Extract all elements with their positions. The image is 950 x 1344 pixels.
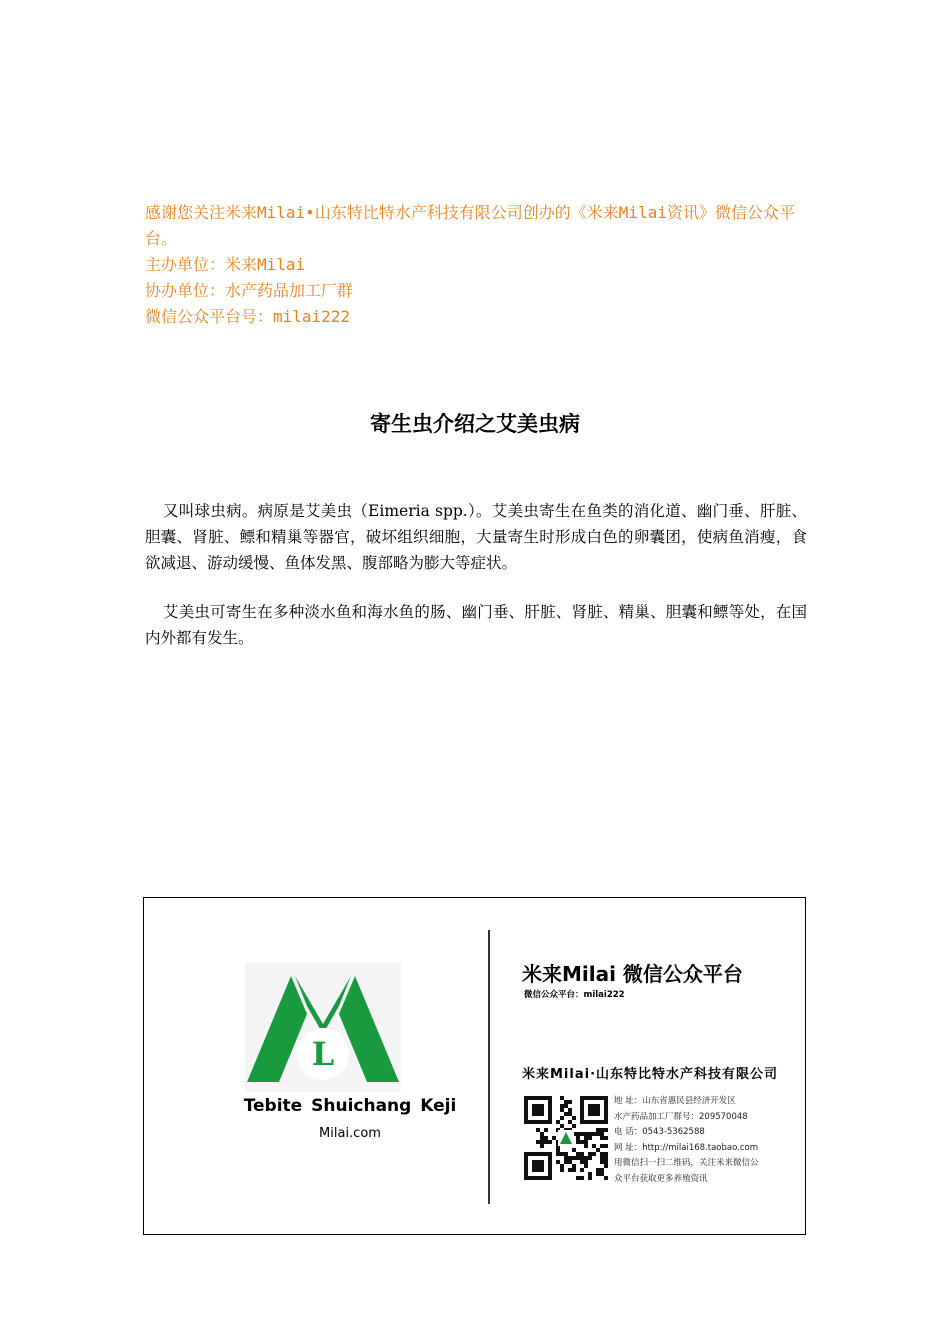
article-title: 寄生虫介绍之艾美虫病 [370,412,580,436]
business-card [143,897,806,1235]
article-paragraph-1: 又叫球虫病。病原是艾美虫（Eimeria spp.）。艾美虫寄生在鱼类的消化道、幽门垂、肝脏、胆囊、肾脏、鳔和精巢等器官，破坏组织细胞，大量寄生时形成白色的卵囊团，使病鱼消瘦，食欲减退、游动缓慢、鱼体发黑、腹部略为膨大等症状。 [145,502,807,572]
logo-website: Milai.com [319,1126,381,1141]
logo-company-name: Tebite Shuichang Keji [243,1096,457,1116]
card-divider [488,930,490,1204]
card-address: 地 址：山东省惠民县经济开发区 [614,1096,736,1106]
intro-cohost: 协办单位：水产药品加工厂群 [145,281,354,300]
card-company: 米来Milai·山东特比特水产科技有限公司 [522,1067,779,1082]
qr-code-icon [524,1096,608,1180]
logo-mountain-icon [245,962,401,1092]
intro-thanks: 感谢您关注米来Milai•山东特比特水产科技有限公司创办的《米来Milai资讯》微信公众平台。 [145,203,795,248]
card-subtitle: 微信公众平台：milai222 [524,990,625,1000]
card-phone: 电 话：0543-5362588 [614,1127,705,1137]
intro-host: 主办单位：米来Milai [145,255,306,274]
intro-account: 微信公众平台号：milai222 [145,307,351,326]
company-logo [245,962,401,1092]
card-title: 米来Milai 微信公众平台 [522,962,743,986]
logo-letter: L [311,1035,335,1073]
card-info [614,1094,759,1187]
article-paragraph-2: 艾美虫可寄生在多种淡水鱼和海水鱼的肠、幽门垂、肝脏、肾脏、精巢、胆囊和鳔等处，在国内外都有发生。 [145,603,807,647]
card-group-number: 水产药品加工厂群号：209570048 [614,1111,748,1122]
card-scan-note-2: 众平台获取更多养殖资讯 [614,1173,708,1184]
intro-block [145,200,815,330]
card-scan-note-1: 用微信扫一扫二维码，关注米来微信公 [614,1158,759,1168]
card-website: 网 址：http://milai168.taobao.com [614,1142,758,1153]
